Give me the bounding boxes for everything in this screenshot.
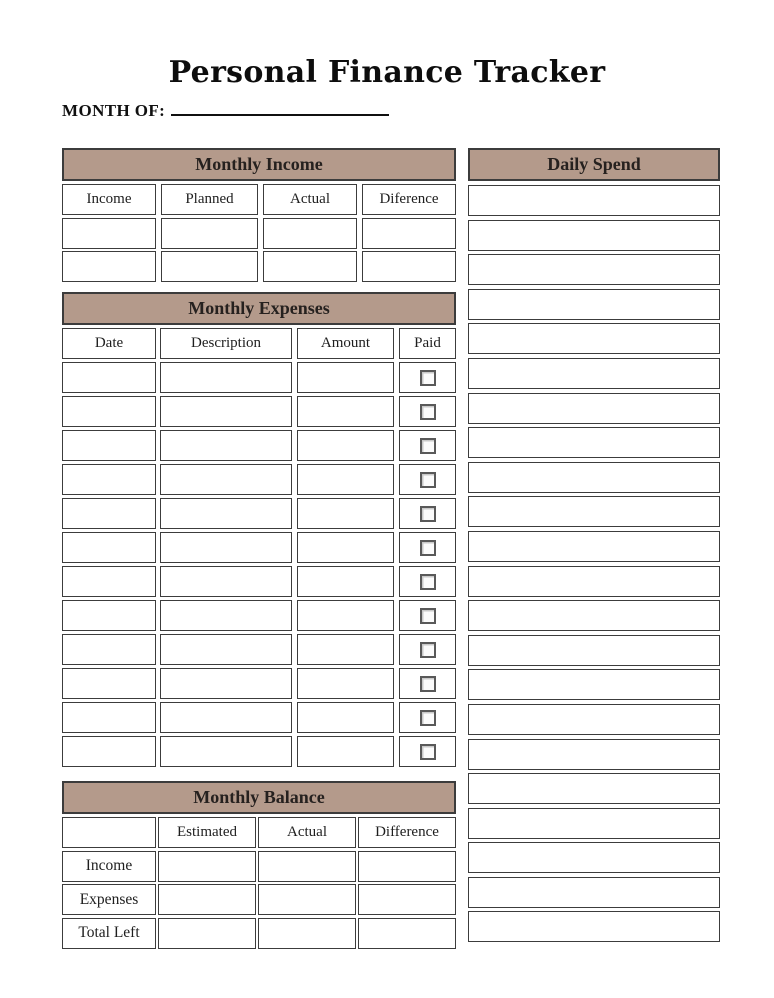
income-column-1	[62, 184, 156, 282]
monthly-income-columns	[62, 184, 456, 282]
daily-spend-cell[interactable]	[468, 358, 720, 389]
daily-spend-cell[interactable]	[468, 323, 720, 354]
expense-input-cell[interactable]	[297, 736, 394, 767]
expense-input-cell[interactable]	[160, 532, 292, 563]
balance-input-cell[interactable]	[258, 918, 356, 949]
paid-checkbox[interactable]	[420, 608, 436, 624]
balance-row-label: Income	[62, 851, 156, 882]
expense-input-cell[interactable]	[62, 362, 156, 393]
daily-spend-cell[interactable]	[468, 566, 720, 597]
income-column-2	[161, 184, 258, 282]
expense-input-cell[interactable]	[160, 464, 292, 495]
expense-input-cell[interactable]	[160, 498, 292, 529]
expenses-column-header: Paid	[399, 328, 456, 359]
monthly-balance-header	[62, 781, 456, 814]
daily-spend-cell[interactable]	[468, 496, 720, 527]
paid-cell	[399, 566, 456, 597]
income-column-3	[263, 184, 357, 282]
expense-input-cell[interactable]	[297, 532, 394, 563]
daily-spend-cell[interactable]	[468, 704, 720, 735]
month-of-label: MONTH OF:	[62, 101, 166, 120]
month-of-input-line[interactable]	[171, 110, 389, 116]
paid-checkbox[interactable]	[420, 710, 436, 726]
income-input-cell[interactable]	[161, 251, 258, 282]
expense-input-cell[interactable]	[297, 600, 394, 631]
income-input-cell[interactable]	[263, 218, 357, 249]
balance-column-header: Difference	[358, 817, 456, 848]
balance-row-label: Total Left	[62, 918, 156, 949]
balance-input-cell[interactable]	[158, 851, 256, 882]
expense-input-cell[interactable]	[297, 498, 394, 529]
income-column-header: Income	[62, 184, 156, 215]
income-input-cell[interactable]	[161, 218, 258, 249]
daily-spend-cell[interactable]	[468, 808, 720, 839]
daily-spend-cell[interactable]	[468, 635, 720, 666]
expense-input-cell[interactable]	[297, 430, 394, 461]
expense-input-cell[interactable]	[62, 396, 156, 427]
daily-spend-cell[interactable]	[468, 773, 720, 804]
income-column-header: Actual	[263, 184, 357, 215]
paid-checkbox[interactable]	[420, 404, 436, 420]
daily-spend-cell[interactable]	[468, 531, 720, 562]
income-input-cell[interactable]	[362, 218, 456, 249]
paid-checkbox[interactable]	[420, 676, 436, 692]
expenses-column-header: Amount	[297, 328, 394, 359]
expense-input-cell[interactable]	[160, 396, 292, 427]
paid-cell	[399, 464, 456, 495]
daily-spend-cell[interactable]	[468, 669, 720, 700]
expense-input-cell[interactable]	[160, 702, 292, 733]
expense-input-cell[interactable]	[297, 668, 394, 699]
paid-cell	[399, 498, 456, 529]
daily-spend-cell[interactable]	[468, 877, 720, 908]
paid-checkbox[interactable]	[420, 744, 436, 760]
expense-input-cell[interactable]	[62, 668, 156, 699]
balance-corner-cell	[62, 817, 156, 848]
income-column-header: Planned	[161, 184, 258, 215]
income-input-cell[interactable]	[62, 218, 156, 249]
daily-spend-title: Daily Spend	[547, 154, 641, 174]
paid-cell	[399, 736, 456, 767]
daily-spend-cell[interactable]	[468, 289, 720, 320]
monthly-expenses-table	[62, 328, 456, 770]
paid-cell	[399, 634, 456, 665]
expense-input-cell[interactable]	[160, 736, 292, 767]
expense-input-cell[interactable]	[62, 600, 156, 631]
paid-checkbox[interactable]	[420, 574, 436, 590]
expense-input-cell[interactable]	[160, 634, 292, 665]
daily-spend-cell[interactable]	[468, 220, 720, 251]
income-column-4	[362, 184, 456, 282]
daily-spend-rows	[468, 185, 720, 942]
expenses-column-date	[62, 328, 156, 767]
expense-input-cell[interactable]	[297, 362, 394, 393]
expense-input-cell[interactable]	[62, 634, 156, 665]
expense-input-cell[interactable]	[160, 362, 292, 393]
paid-checkbox[interactable]	[420, 642, 436, 658]
daily-spend-cell[interactable]	[468, 427, 720, 458]
balance-row-label: Expenses	[62, 884, 156, 915]
expense-input-cell[interactable]	[297, 396, 394, 427]
paid-cell	[399, 362, 456, 393]
expenses-column-header: Date	[62, 328, 156, 359]
paid-cell	[399, 702, 456, 733]
expense-input-cell[interactable]	[62, 464, 156, 495]
expense-input-cell[interactable]	[297, 634, 394, 665]
daily-spend-cell[interactable]	[468, 185, 720, 216]
daily-spend-cell[interactable]	[468, 600, 720, 631]
expense-input-cell[interactable]	[160, 430, 292, 461]
balance-label-column	[62, 817, 156, 949]
paid-checkbox[interactable]	[420, 540, 436, 556]
paid-cell	[399, 600, 456, 631]
expense-input-cell[interactable]	[297, 464, 394, 495]
paid-cell	[399, 668, 456, 699]
monthly-income-header	[62, 148, 456, 181]
expense-input-cell[interactable]	[160, 668, 292, 699]
daily-spend-cell[interactable]	[468, 911, 720, 942]
paid-cell	[399, 430, 456, 461]
monthly-expenses-header	[62, 292, 456, 325]
daily-spend-header	[468, 148, 720, 181]
balance-input-cell[interactable]	[358, 884, 456, 915]
daily-spend-cell[interactable]	[468, 393, 720, 424]
expense-input-cell[interactable]	[62, 532, 156, 563]
paid-cell	[399, 532, 456, 563]
daily-spend-cell[interactable]	[468, 842, 720, 873]
monthly-expenses-title: Monthly Expenses	[188, 298, 330, 318]
expenses-column-paid	[399, 328, 456, 767]
income-input-cell[interactable]	[362, 251, 456, 282]
expense-input-cell[interactable]	[62, 430, 156, 461]
paid-cell	[399, 396, 456, 427]
expense-input-cell[interactable]	[62, 566, 156, 597]
expenses-column-description	[160, 328, 292, 767]
balance-input-cell[interactable]	[258, 851, 356, 882]
expense-input-cell[interactable]	[62, 736, 156, 767]
paid-checkbox[interactable]	[420, 506, 436, 522]
balance-column-header: Estimated	[158, 817, 256, 848]
expense-input-cell[interactable]	[62, 498, 156, 529]
monthly-income-title: Monthly Income	[195, 154, 323, 174]
month-of-row	[62, 101, 389, 121]
expense-input-cell[interactable]	[160, 600, 292, 631]
paid-checkbox[interactable]	[420, 438, 436, 454]
monthly-balance-table	[62, 817, 456, 951]
monthly-balance-title: Monthly Balance	[193, 787, 325, 807]
expense-input-cell[interactable]	[297, 702, 394, 733]
income-input-cell[interactable]	[62, 251, 156, 282]
daily-spend-cell[interactable]	[468, 254, 720, 285]
expense-input-cell[interactable]	[62, 702, 156, 733]
balance-column-difference	[358, 817, 456, 949]
balance-input-cell[interactable]	[158, 884, 256, 915]
balance-column-header: Actual	[258, 817, 356, 848]
balance-column-actual	[258, 817, 356, 949]
balance-column-estimated	[158, 817, 256, 949]
balance-input-cell[interactable]	[358, 918, 456, 949]
daily-spend-cell[interactable]	[468, 739, 720, 770]
balance-input-cell[interactable]	[258, 884, 356, 915]
balance-input-cell[interactable]	[158, 918, 256, 949]
income-input-cell[interactable]	[263, 251, 357, 282]
paid-checkbox[interactable]	[420, 370, 436, 386]
income-column-header: Diference	[362, 184, 456, 215]
daily-spend-cell[interactable]	[468, 462, 720, 493]
expense-input-cell[interactable]	[297, 566, 394, 597]
page-title: Personal Finance Tracker	[168, 55, 606, 90]
expenses-column-amount	[297, 328, 394, 767]
balance-input-cell[interactable]	[358, 851, 456, 882]
paid-checkbox[interactable]	[420, 472, 436, 488]
expense-input-cell[interactable]	[160, 566, 292, 597]
expenses-column-header: Description	[160, 328, 292, 359]
